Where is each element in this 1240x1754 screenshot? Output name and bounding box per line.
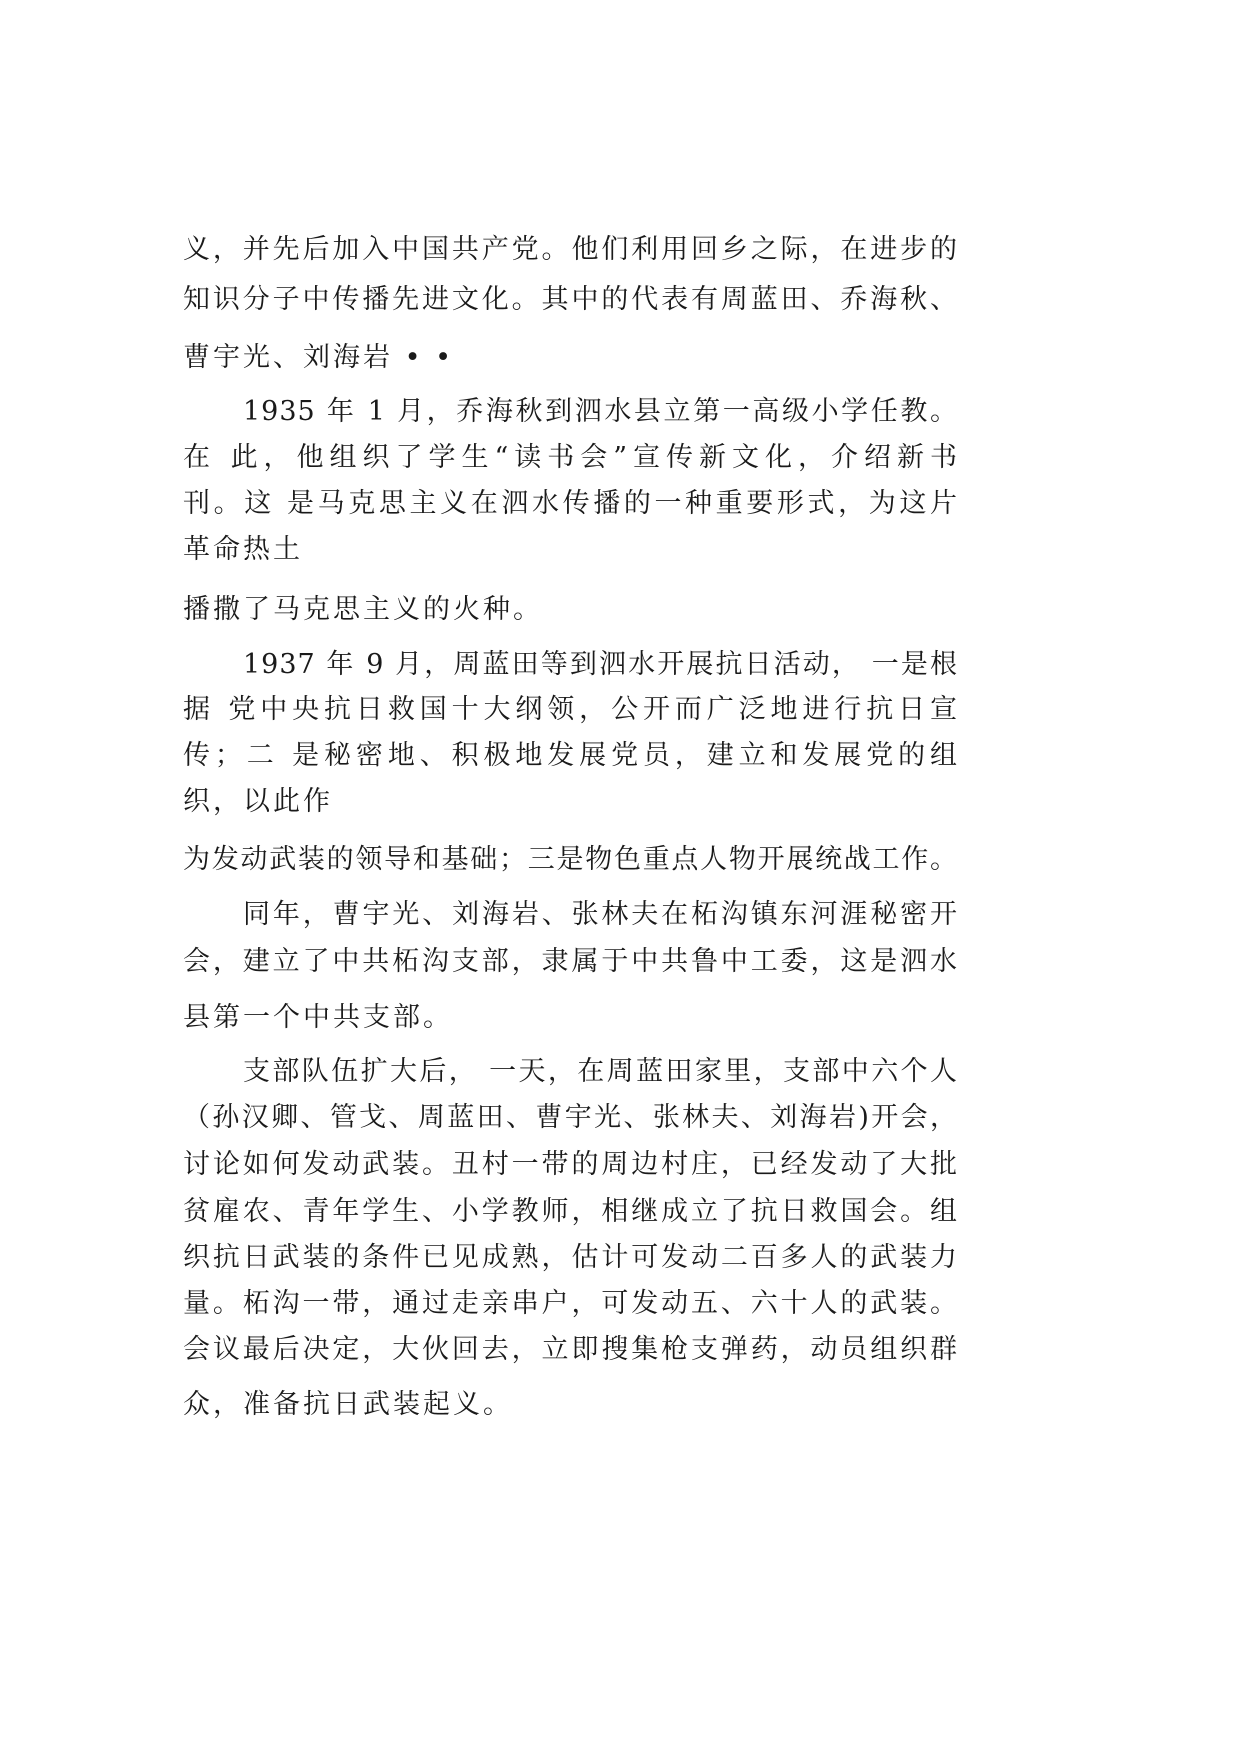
paragraph-first-line: 1937 年 9 月，周蓝田等到泗水开展抗日活动， 一是根 bbox=[243, 649, 958, 680]
text-line: 曹宇光、刘海岩 • • bbox=[183, 342, 455, 373]
paragraph-first-line: 同年，曹宇光、刘海岩、张林夫在柘沟镇东河涯秘密开 bbox=[243, 899, 958, 930]
text-line: 织，以此作 bbox=[183, 786, 333, 817]
text-line: 量。柘沟一带，通过走亲串户，可发动五、六十人的武装。 bbox=[183, 1288, 958, 1319]
paragraph-first-line: 支部队伍扩大后， 一天，在周蓝田家里，支部中六个人 bbox=[243, 1056, 958, 1087]
text-line: 刊。这 是马克思主义在泗水传播的一种重要形式，为这片 bbox=[183, 488, 958, 519]
text-line: 讨论如何发动武装。丑村一带的周边村庄，已经发动了大批 bbox=[183, 1149, 958, 1180]
text-line: 会议最后决定，大伙回去，立即搜集枪支弹药，动员组织群 bbox=[183, 1334, 958, 1365]
text-line: 在 此，他组织了学生“读书会”宣传新文化，介绍新书 bbox=[183, 442, 958, 473]
text-line: 众，准备抗日武装起义。 bbox=[183, 1389, 513, 1420]
text-line: 织抗日武装的条件已见成熟，估计可发动二百多人的武装力 bbox=[183, 1242, 958, 1273]
text-line: 知识分子中传播先进文化。其中的代表有周蓝田、乔海秋、 bbox=[183, 284, 958, 315]
text-line: 播撒了马克思主义的火种。 bbox=[183, 594, 543, 625]
text-line: 据 党中央抗日救国十大纲领，公开而广泛地进行抗日宣 bbox=[183, 694, 958, 725]
paragraph-first-line: 1935 年 1 月，乔海秋到泗水县立第一高级小学任教。 bbox=[243, 396, 958, 427]
text-line: 会，建立了中共柘沟支部，隶属于中共鲁中工委，这是泗水 bbox=[183, 946, 958, 977]
text-line: 为发动武装的领导和基础；三是物色重点人物开展统战工作。 bbox=[183, 844, 958, 875]
text-line: 贫雇农、青年学生、小学教师，相继成立了抗日救国会。组 bbox=[183, 1196, 958, 1227]
text-line: 传；二 是秘密地、积极地发展党员，建立和发展党的组 bbox=[183, 740, 958, 771]
text-line: 县第一个中共支部。 bbox=[183, 1002, 453, 1033]
text-line: （孙汉卿、管戈、周蓝田、曹宇光、张林夫、刘海岩)开会， bbox=[183, 1102, 958, 1133]
text-line: 义，并先后加入中国共产党。他们利用回乡之际，在进步的 bbox=[183, 234, 958, 265]
text-line: 革命热土 bbox=[183, 534, 303, 565]
